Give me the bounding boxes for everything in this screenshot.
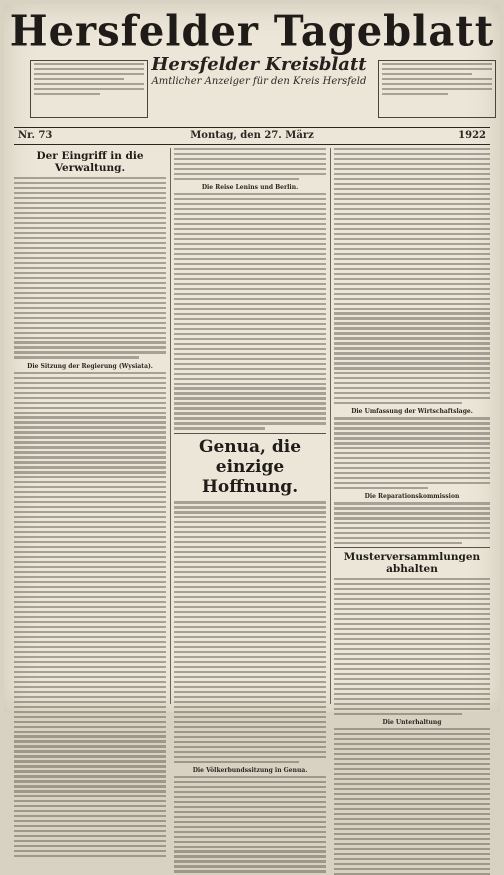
issue-number: Nr. 73 — [18, 130, 53, 141]
article-body — [334, 502, 490, 544]
dateline-bar — [14, 127, 490, 145]
newspaper-page — [4, 4, 500, 774]
column-3 — [334, 148, 490, 726]
article-body — [174, 193, 326, 429]
article-body — [174, 148, 326, 180]
masthead-info-box-left — [30, 60, 148, 118]
article-body — [334, 417, 490, 489]
article-body — [334, 148, 490, 404]
masthead-info-box-right — [378, 60, 496, 118]
newspaper-title: Hersfelder Tageblatt — [9, 6, 495, 57]
article-headline: Musterversammlungen abhalten — [343, 551, 481, 576]
article-subheadline: Die Sitzung der Regierung (Wysiata). — [27, 362, 153, 370]
section-divider — [334, 547, 490, 548]
article-body — [334, 728, 490, 875]
column-2 — [174, 148, 326, 774]
issue-year: 1922 — [458, 130, 486, 141]
article-headline: Der Eingriff in die Verwaltung. — [36, 150, 144, 174]
article-body — [174, 776, 326, 873]
newspaper-subtitle: Hersfelder Kreisblatt — [151, 54, 367, 75]
column-rule — [330, 148, 331, 704]
section-divider — [174, 433, 326, 434]
column-rule — [170, 148, 171, 704]
article-subheadline: Die Umfassung der Wirtschaftslage. — [351, 408, 473, 416]
column-1 — [14, 148, 166, 706]
article-body — [174, 501, 326, 762]
article-subheadline: Die Völkerbundssitzung in Genua. — [192, 766, 308, 774]
article-subheadline: Die Reparationskommission — [364, 493, 460, 501]
article-body — [334, 578, 490, 715]
article-body — [14, 177, 166, 359]
article-subheadline: Die Unterhaltung — [382, 718, 442, 726]
article-headline: Genua, die einzige Hoffnung. — [198, 437, 302, 498]
newspaper-tagline: Amtlicher Anzeiger für den Kreis Hersfeld — [151, 76, 367, 87]
issue-date: Montag, den 27. März — [190, 130, 314, 141]
article-subheadline: Die Reise Lenins und Berlin. — [201, 184, 299, 192]
article-body — [14, 372, 166, 858]
